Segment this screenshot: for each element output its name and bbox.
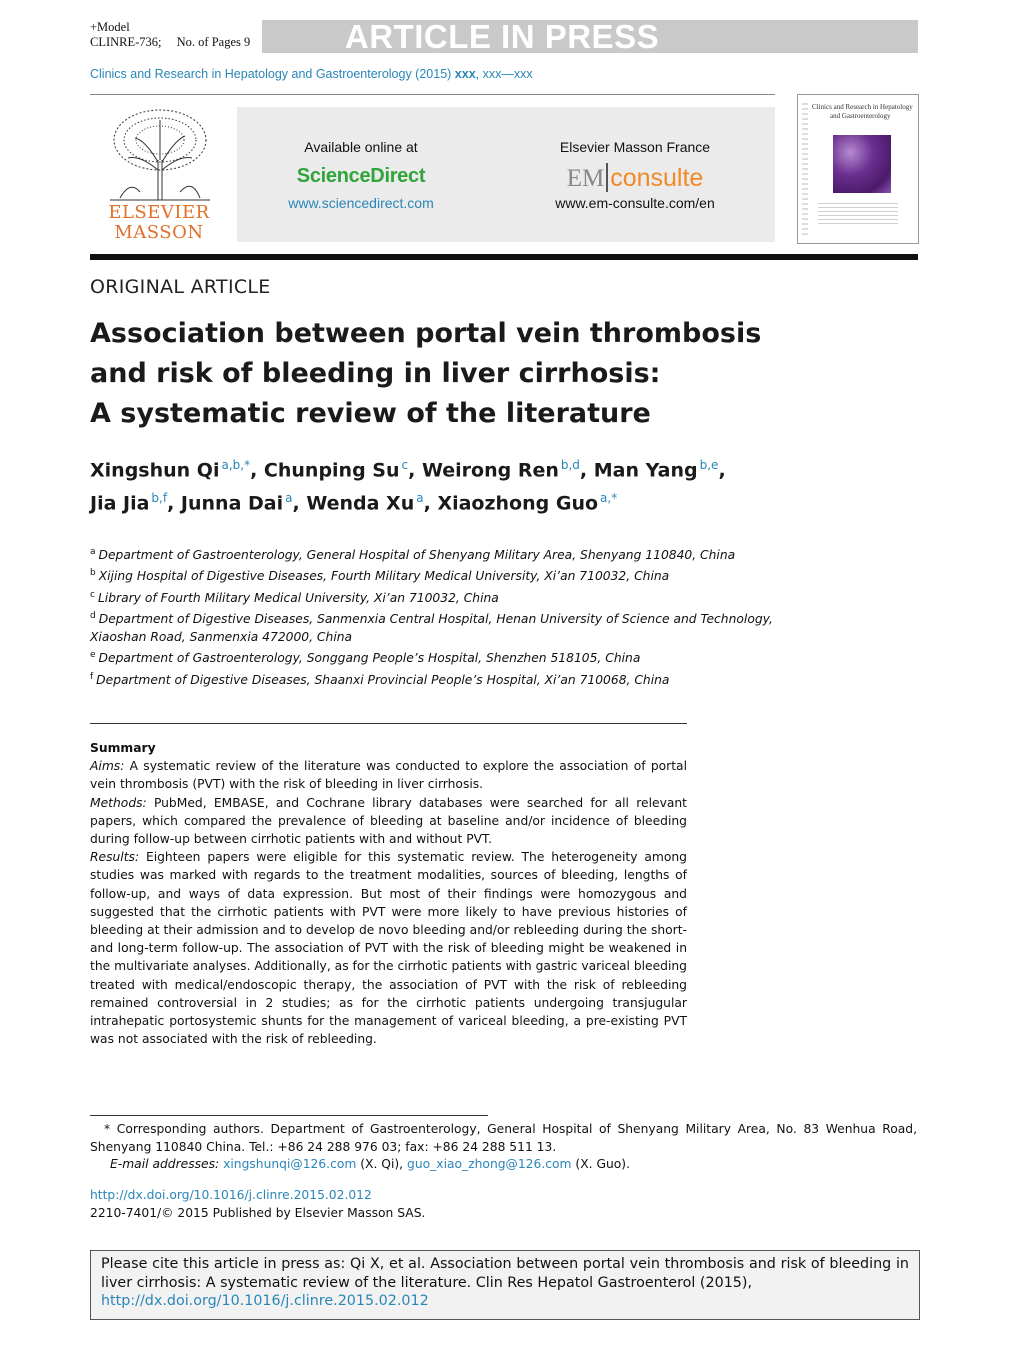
author-name[interactable]: Wenda Xu bbox=[306, 492, 415, 515]
cover-toc-lines bbox=[818, 203, 898, 227]
publisher-name-line1: ELSEVIER bbox=[108, 202, 210, 223]
em-consulte-link[interactable]: www.em-consulte.com/en bbox=[555, 195, 715, 211]
model-label: +Model bbox=[90, 20, 130, 34]
affiliation-list bbox=[90, 543, 790, 689]
article-type: ORIGINAL ARTICLE bbox=[90, 276, 271, 298]
citation-text: Please cite this article in press as: Qi X, et al. Association between portal vein thrombosis and risk of bleeding in liver cirrhosis: A systematic review of the literature. Clin Res Hepatol Gastroenterol (2015), bbox=[101, 1256, 909, 1291]
article-id: CLINRE-736; bbox=[90, 35, 162, 49]
publisher-name-line2: MASSON bbox=[114, 222, 204, 243]
affiliation: $^d$ Department of Digestive Diseases, Sanmenxia Central Hospital, Henan University of Science and Technology, Xiaoshan Road, Sanmenxia 472000, China bbox=[90, 610, 773, 645]
article-in-press-label: ARTICLE IN PRESS bbox=[344, 18, 660, 55]
citation-box bbox=[90, 1250, 920, 1320]
abstract-heading: Summary bbox=[90, 741, 156, 755]
sciencedirect-link[interactable]: www.sciencedirect.com bbox=[288, 195, 434, 211]
cover-spine bbox=[802, 103, 808, 235]
citation-doi-link[interactable]: http://dx.doi.org/10.1016/j.clinre.2015.02.012 bbox=[101, 1293, 429, 1309]
author-list: Xingshun Qi $^{a,b,*}$, Chunping Su $^c$, Weirong Ren $^{b,d}$, Man Yang $^{b,e}$, Jia Jia $^{b,f}$, Junna Dai $^a$, Wenda Xu $^a$, Xiaozhong Guo $^{a,*}$ bbox=[90, 458, 726, 515]
cover-image bbox=[833, 135, 891, 193]
author-name[interactable]: Xiaozhong Guo bbox=[437, 492, 599, 515]
doi-link[interactable]: http://dx.doi.org/10.1016/j.clinre.2015.02.012 bbox=[90, 1188, 372, 1202]
affiliation: $^f$ Department of Digestive Diseases, Shaanxi Provincial People’s Hospital, Xi’an 710068, China bbox=[90, 671, 670, 687]
elsevier-france-label: Elsevier Masson France bbox=[559, 139, 711, 155]
email-link-guo[interactable]: guo_xiao_zhong@126.com bbox=[407, 1157, 572, 1171]
email-link-qi[interactable]: xingshunqi@126.com bbox=[223, 1157, 357, 1171]
header-rule bbox=[90, 94, 775, 95]
title-separator bbox=[90, 254, 918, 260]
corresponding-author-footnote: * Corresponding authors. Department of Gastroenterology, General Hospital of Shenyang Military Area, No. 83 Wenhua Road, Shenyang 110840 China. Tel.: +86 24 288 976 03; fax: +86 24 288 511 13. E-mail addresses: xingshunqi@126.com (X. Qi), guo_xiao_zhong@126.com (X. Guo). bbox=[90, 1122, 917, 1171]
cover-title-line1: Clinics and Research in Hepatology bbox=[812, 103, 913, 111]
abstract-aims: Aims: A systematic review of the literature was conducted to explore the association of portal vein thrombosis (PVT) with the risk of bleeding in liver cirrhosis. bbox=[90, 759, 687, 792]
affiliation: $^a$ Department of Gastroenterology, General Hospital of Shenyang Military Area, Shenyang 110840, China bbox=[90, 547, 736, 563]
affiliation: $^e$ Department of Gastroenterology, Songgang People’s Hospital, Shenzhen 518105, China bbox=[90, 650, 641, 666]
author-name[interactable]: Jia Jia bbox=[90, 492, 150, 515]
abstract bbox=[90, 739, 687, 1048]
footnote-rule bbox=[90, 1115, 488, 1116]
affiliation: $^b$ Xijing Hospital of Digestive Diseases, Fourth Military Medical University, Xi’an 710032, China bbox=[90, 568, 670, 584]
affiliation: $^c$ Library of Fourth Military Medical University, Xi’an 710032, China bbox=[90, 589, 499, 605]
elsevier-masson-logo[interactable] bbox=[100, 100, 220, 245]
doi-block bbox=[90, 1186, 425, 1222]
copyright-line: 2210-7401/© 2015 Published by Elsevier Masson SAS. bbox=[90, 1206, 426, 1220]
article-title: Association between portal vein thrombosis and risk of bleeding in liver cirrhosis: A systematic review of the literature bbox=[90, 318, 762, 429]
author-name[interactable]: Chunping Su bbox=[263, 459, 400, 482]
page-count: No. of Pages 9 bbox=[176, 35, 251, 49]
sciencedirect-logo[interactable]: ScienceDirect bbox=[296, 165, 426, 187]
abstract-rule bbox=[90, 723, 687, 724]
em-consulte-logo[interactable]: EM consulte bbox=[566, 164, 704, 192]
journal-reference[interactable]: Clinics and Research in Hepatology and Gastroenterology (2015) xxx, xxx—xxx bbox=[90, 67, 533, 81]
author-name[interactable]: Junna Dai bbox=[180, 492, 284, 515]
email-label: E-mail addresses: bbox=[110, 1157, 220, 1171]
author-name[interactable]: Man Yang bbox=[593, 459, 698, 482]
available-online-label: Available online at bbox=[304, 139, 418, 155]
abstract-results: Results: Eighteen papers were eligible for this systematic review. The heterogeneity among studies was marked with regards to the treatment modalities, sources of bleeding, lengths of follow-up, and ways of data expression. But most of their findings were homozygous and suggested that the cirrhotic patients with PVT were more likely to have previous histories of bleeding at their admission and to develop de novo bleeding and/or rebleeding during the short- and long-term follow-up. The association of PVT with the risk of bleeding might be weakened in the multivariate analyses. Additionally, as for the cirrhotic patients with gastric variceal bleeding treated with medical/endoscopic therapy, the association of PVT with the risk of rebleeding remained controversial in 2 studies; as for the cirrhotic patients undergoing transjugular intrahepatic portosystemic shunts for the management of variceal bleeding, a pre-existing PVT was not associated with the risk of rebleeding. bbox=[90, 850, 687, 1047]
author-name[interactable]: Xingshun Qi bbox=[90, 459, 220, 482]
cover-title-line2: and Gastroenterology bbox=[830, 112, 891, 120]
article-meta bbox=[90, 20, 260, 52]
abstract-methods: Methods: PubMed, EMBASE, and Cochrane library databases were searched for all relevant papers, which compared the prevalence of bleeding at baseline and/or incidence of bleeding during follow-up between cirrhotic patients with and without PVT. bbox=[90, 795, 687, 847]
journal-cover-thumbnail[interactable] bbox=[797, 94, 919, 244]
author-name[interactable]: Weirong Ren bbox=[421, 459, 559, 482]
tree-icon bbox=[100, 100, 220, 205]
online-availability-box bbox=[237, 107, 775, 242]
